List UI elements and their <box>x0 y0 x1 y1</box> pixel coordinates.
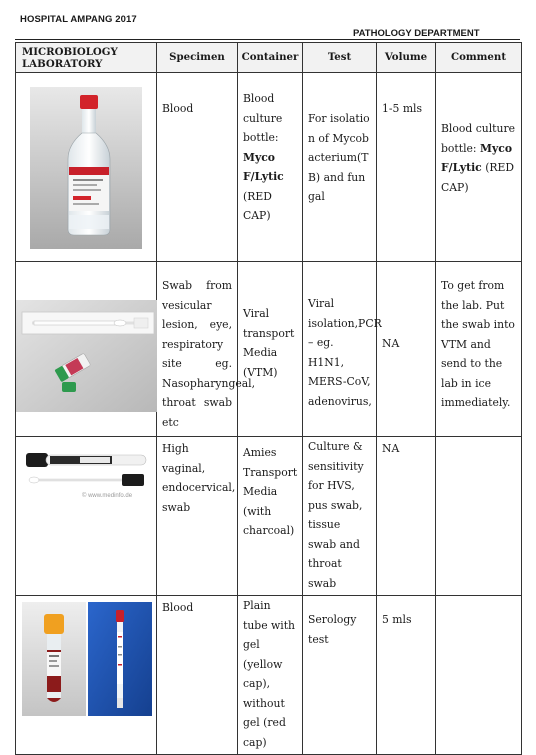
table-row <box>16 262 522 437</box>
image-watermark: © www.medinfo.de <box>82 493 133 499</box>
vtm-swab-icon <box>16 300 157 412</box>
specimen-cell <box>157 262 256 437</box>
container-cell <box>238 73 303 262</box>
row-image-cell <box>16 596 157 755</box>
specimen-text: Blood <box>162 601 194 614</box>
specimen-cell <box>157 73 238 262</box>
specimen-cell <box>157 437 238 596</box>
volume-text: NA <box>382 442 400 455</box>
comment-text <box>436 596 521 600</box>
container-cell <box>238 262 303 437</box>
red-cap-tube-icon <box>88 602 152 716</box>
table-row <box>16 596 522 755</box>
container-text: Amies Transport Media (with charcoal) <box>243 446 298 537</box>
comment-text <box>436 437 521 441</box>
col-header-comment: Comment <box>436 43 522 73</box>
test-cell <box>303 73 377 262</box>
col-header-container: Container <box>238 43 303 73</box>
row-image-cell <box>16 262 157 437</box>
col-header-specimen: Specimen <box>157 43 238 73</box>
comment-cell <box>436 596 522 755</box>
comment-text: To get from the lab. Put the swab into VTM and send to the lab in ice immediately. <box>441 279 515 409</box>
test-text: For isolation of Mycobacterium(TB) and fungal <box>308 112 370 203</box>
test-cell <box>303 596 377 755</box>
specimen-cell <box>157 596 238 755</box>
volume-text: 5 mls <box>382 613 412 626</box>
yellow-cap-tube-icon <box>22 602 86 716</box>
volume-cell <box>377 437 436 596</box>
test-cell <box>303 262 382 437</box>
container-cell <box>238 437 303 596</box>
col-header-lab: MICROBIOLOGY LABORATORY <box>16 43 157 73</box>
vtm-kit-image <box>16 300 157 412</box>
specimen-text: High vaginal, endocervical, swab <box>162 442 236 514</box>
comment-text: Blood culture bottle: Myco F/Lytic (RED CAP) <box>441 122 516 194</box>
comment-cell <box>436 437 522 596</box>
table-row <box>16 437 522 596</box>
row-image-cell <box>16 437 157 596</box>
test-text: Viral isolation,PCR – eg. H1N1, MERS-CoV, adenovirus, <box>308 297 382 408</box>
hospital-name: HOSPITAL AMPANG 2017 <box>20 14 137 25</box>
blood-culture-bottle-image <box>30 87 142 249</box>
test-cell <box>303 437 377 596</box>
table-header-row <box>16 43 522 73</box>
container-text: Blood culture bottle: Myco F/Lytic (RED CAP) <box>243 92 284 222</box>
amies-swab-image <box>22 449 151 497</box>
department-name: PATHOLOGY DEPARTMENT <box>353 28 480 39</box>
volume-cell <box>377 596 436 755</box>
volume-text: NA <box>382 337 400 350</box>
specimen-text: Blood <box>162 102 194 115</box>
blood-culture-bottle-icon <box>30 87 142 249</box>
volume-text: 1-5 mls <box>382 102 423 115</box>
comment-cell <box>436 262 522 437</box>
container-cell <box>238 596 303 755</box>
specimen-table <box>15 42 522 755</box>
comment-cell <box>436 73 522 262</box>
volume-cell <box>377 262 436 437</box>
col-header-volume: Volume <box>377 43 436 73</box>
specimen-text: Swab from vesicular lesion, eye, respiratory site eg. Nasopharyngeal, throat swab etc <box>162 279 256 429</box>
header-rule <box>15 39 520 40</box>
red-cap-tube-image <box>88 602 152 716</box>
yellow-cap-tube-image <box>22 602 86 716</box>
row-image-cell <box>16 73 157 262</box>
test-text: Serology test <box>308 613 357 646</box>
col-header-test: Test <box>303 43 377 73</box>
table-row <box>16 73 522 262</box>
container-text: Viral transport Media (VTM) <box>243 307 295 379</box>
container-text: Plain tube with gel (yellow cap), without gel (red cap) <box>243 599 296 749</box>
volume-cell <box>377 73 436 262</box>
test-text: Culture & sensitivity for HVS, pus swab, tissue swab and throat swab <box>308 440 364 590</box>
